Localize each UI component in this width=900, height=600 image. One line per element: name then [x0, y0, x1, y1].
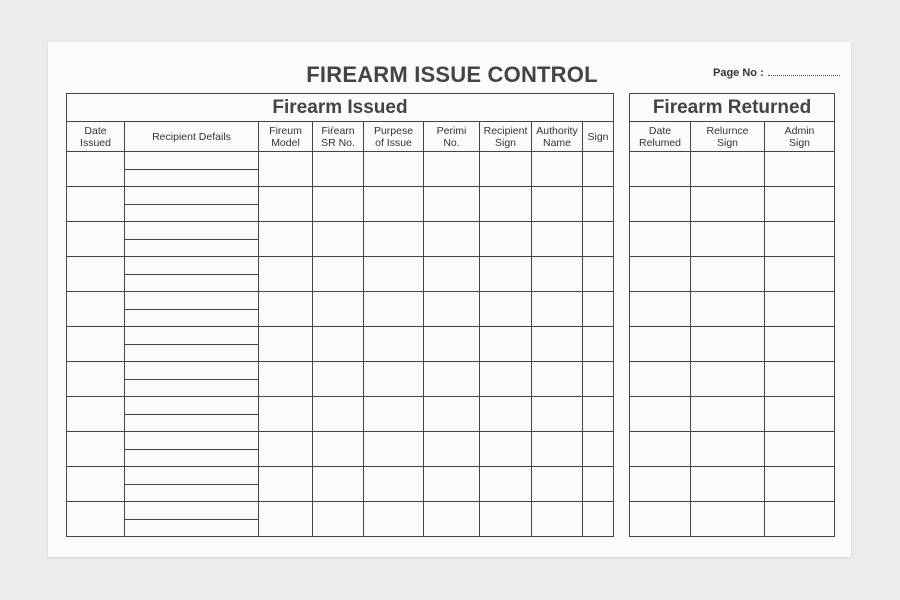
returned-entry-cell[interactable]	[765, 432, 835, 467]
issued-entry-row	[67, 502, 614, 537]
returned-entry-row	[630, 187, 835, 222]
issued-entry-row	[67, 292, 614, 327]
returned-entry-cell[interactable]	[630, 362, 691, 397]
returned-entry-cell[interactable]	[630, 222, 691, 257]
returned-entry-cell[interactable]	[765, 187, 835, 222]
returned-entry-row	[630, 502, 835, 537]
recipient-details-lines	[125, 467, 258, 501]
issued-entry-cell[interactable]	[480, 187, 532, 222]
form-sheet	[48, 42, 851, 557]
issued-entry-cell[interactable]	[313, 187, 364, 222]
issued-entry-cell[interactable]	[532, 152, 583, 187]
issued-entry-cell[interactable]	[364, 467, 424, 502]
issued-entry-cell[interactable]	[67, 362, 125, 397]
col-recipient-details: Recipient Defails	[125, 122, 259, 152]
recipient-line[interactable]	[125, 485, 258, 502]
issued-entry-row	[67, 327, 614, 362]
recipient-details-lines	[125, 257, 258, 291]
issued-entry-cell[interactable]	[313, 222, 364, 257]
recipient-details-cell[interactable]	[125, 152, 259, 187]
issued-entry-cell[interactable]	[67, 187, 125, 222]
recipient-line[interactable]	[125, 240, 258, 257]
recipient-line[interactable]	[125, 152, 258, 170]
returned-entry-cell[interactable]	[765, 502, 835, 537]
col-purpose-of-issue: Purpese of Issue	[364, 122, 424, 152]
issued-entry-cell[interactable]	[259, 152, 313, 187]
issued-entry-cell[interactable]	[480, 467, 532, 502]
returned-entry-cell[interactable]	[691, 327, 765, 362]
form-title: FIREARM ISSUE CONTROL	[306, 62, 598, 87]
returned-entry-cell[interactable]	[765, 362, 835, 397]
returned-entry-row	[630, 257, 835, 292]
recipient-details-cell[interactable]	[125, 502, 259, 537]
issued-entry-cell[interactable]	[259, 292, 313, 327]
recipient-details-cell[interactable]	[125, 187, 259, 222]
page-number-blank[interactable]	[768, 66, 840, 76]
col-date-issued: Date Issued	[67, 122, 125, 152]
recipient-line[interactable]	[125, 362, 258, 380]
recipient-details-cell[interactable]	[125, 467, 259, 502]
issued-entry-row	[67, 467, 614, 502]
returned-entry-cell[interactable]	[630, 502, 691, 537]
returned-entry-cell[interactable]	[691, 257, 765, 292]
returned-entry-cell[interactable]	[691, 187, 765, 222]
issued-entry-cell[interactable]	[583, 257, 614, 292]
issued-entry-cell[interactable]	[480, 152, 532, 187]
recipient-details-lines	[125, 432, 258, 466]
page-number-field[interactable]	[713, 66, 840, 79]
issued-entry-cell[interactable]	[424, 362, 480, 397]
issued-entry-cell[interactable]	[313, 257, 364, 292]
issued-entry-row	[67, 222, 614, 257]
issued-entry-cell[interactable]	[424, 292, 480, 327]
returned-entry-cell[interactable]	[630, 152, 691, 187]
returned-entry-cell[interactable]	[691, 432, 765, 467]
issued-column-headers	[67, 122, 614, 152]
recipient-line[interactable]	[125, 467, 258, 485]
recipient-details-lines	[125, 397, 258, 431]
issued-entry-cell[interactable]	[67, 222, 125, 257]
issued-entry-cell[interactable]	[313, 152, 364, 187]
issued-entry-cell[interactable]	[424, 257, 480, 292]
recipient-line[interactable]	[125, 345, 258, 362]
issued-entry-cell[interactable]	[424, 467, 480, 502]
issued-entry-cell[interactable]	[583, 397, 614, 432]
firearm-returned-table	[629, 93, 835, 537]
issued-entry-cell[interactable]	[424, 327, 480, 362]
issued-entry-cell[interactable]	[313, 362, 364, 397]
recipient-line[interactable]	[125, 187, 258, 205]
issued-entry-cell[interactable]	[480, 362, 532, 397]
issued-entry-cell[interactable]	[532, 222, 583, 257]
issued-entry-row	[67, 257, 614, 292]
firearm-returned-heading: Firearm Returned	[630, 94, 835, 122]
issued-entry-cell[interactable]	[67, 292, 125, 327]
returned-entry-cell[interactable]	[630, 327, 691, 362]
issued-entry-cell[interactable]	[424, 502, 480, 537]
returned-entry-cell[interactable]	[691, 292, 765, 327]
returned-entry-row	[630, 222, 835, 257]
issued-entry-cell[interactable]	[480, 502, 532, 537]
recipient-line[interactable]	[125, 520, 258, 537]
recipient-line[interactable]	[125, 450, 258, 467]
issued-entry-cell[interactable]	[364, 257, 424, 292]
recipient-details-lines	[125, 502, 258, 536]
issued-entry-cell[interactable]	[583, 152, 614, 187]
recipient-line[interactable]	[125, 205, 258, 222]
returned-entry-cell[interactable]	[691, 222, 765, 257]
issued-entry-cell[interactable]	[583, 362, 614, 397]
issued-entry-cell[interactable]	[313, 292, 364, 327]
issued-entry-cell[interactable]	[583, 187, 614, 222]
issued-entry-cell[interactable]	[532, 397, 583, 432]
recipient-line[interactable]	[125, 415, 258, 432]
issued-entry-cell[interactable]	[532, 327, 583, 362]
issued-entry-cell[interactable]	[583, 432, 614, 467]
issued-entry-cell[interactable]	[364, 187, 424, 222]
col-authority-name: Authority Name	[532, 122, 583, 152]
issued-entry-cell[interactable]	[424, 187, 480, 222]
col-returnee-sign: Relurnce Sign	[691, 122, 765, 152]
issued-entry-cell[interactable]	[313, 502, 364, 537]
issued-entry-cell[interactable]	[364, 432, 424, 467]
issued-entry-cell[interactable]	[259, 222, 313, 257]
issued-entry-cell[interactable]	[259, 432, 313, 467]
issued-entry-cell[interactable]	[424, 152, 480, 187]
issued-entry-cell[interactable]	[480, 292, 532, 327]
returned-entry-cell[interactable]	[691, 467, 765, 502]
recipient-line[interactable]	[125, 380, 258, 397]
returned-entry-row	[630, 467, 835, 502]
col-date-returned: Date Relumed	[630, 122, 691, 152]
issued-entry-cell[interactable]	[364, 397, 424, 432]
returned-entry-cell[interactable]	[765, 327, 835, 362]
returned-entry-row	[630, 362, 835, 397]
returned-entry-row	[630, 397, 835, 432]
returned-entry-cell[interactable]	[691, 152, 765, 187]
returned-entry-cell[interactable]	[691, 502, 765, 537]
recipient-details-lines	[125, 187, 258, 221]
recipient-details-lines	[125, 292, 258, 326]
returned-entry-cell[interactable]	[630, 292, 691, 327]
returned-entry-row	[630, 327, 835, 362]
issued-entry-cell[interactable]	[364, 327, 424, 362]
recipient-details-cell[interactable]	[125, 222, 259, 257]
returned-entry-cell[interactable]	[630, 432, 691, 467]
recipient-details-lines	[125, 222, 258, 256]
issued-entry-cell[interactable]	[532, 502, 583, 537]
col-admin-sign: Admin Sign	[765, 122, 835, 152]
issued-entry-cell[interactable]	[259, 327, 313, 362]
issued-entry-cell[interactable]	[583, 502, 614, 537]
recipient-details-lines	[125, 362, 258, 396]
returned-entry-cell[interactable]	[765, 222, 835, 257]
issued-entry-cell[interactable]	[67, 397, 125, 432]
page-number-label: Page No :	[713, 67, 764, 79]
recipient-line[interactable]	[125, 170, 258, 187]
issued-entry-cell[interactable]	[424, 397, 480, 432]
returned-entry-row	[630, 152, 835, 187]
issued-entry-cell[interactable]	[583, 327, 614, 362]
issued-entry-cell[interactable]	[532, 292, 583, 327]
issued-entry-cell[interactable]	[67, 327, 125, 362]
issued-entry-cell[interactable]	[67, 257, 125, 292]
col-sign: Sign	[583, 122, 614, 152]
recipient-line[interactable]	[125, 310, 258, 327]
issued-entry-cell[interactable]	[259, 502, 313, 537]
returned-entry-cell[interactable]	[765, 292, 835, 327]
issued-entry-row	[67, 397, 614, 432]
returned-column-headers	[630, 122, 835, 152]
returned-entry-cell[interactable]	[630, 397, 691, 432]
recipient-line[interactable]	[125, 292, 258, 310]
returned-entry-row	[630, 432, 835, 467]
issued-entry-cell[interactable]	[480, 397, 532, 432]
issued-entry-cell[interactable]	[480, 257, 532, 292]
issued-entry-cell[interactable]	[313, 327, 364, 362]
issued-entry-cell[interactable]	[259, 257, 313, 292]
issued-entry-cell[interactable]	[532, 257, 583, 292]
col-recipient-sign: Recipient Sign	[480, 122, 532, 152]
returned-entry-cell[interactable]	[630, 467, 691, 502]
recipient-details-cell[interactable]	[125, 257, 259, 292]
issued-entry-row	[67, 362, 614, 397]
returned-entry-cell[interactable]	[691, 362, 765, 397]
col-permit-no: Perimi No.	[424, 122, 480, 152]
issued-entry-row	[67, 152, 614, 187]
issued-entry-cell[interactable]	[532, 362, 583, 397]
recipient-details-cell[interactable]	[125, 397, 259, 432]
recipient-details-cell[interactable]	[125, 327, 259, 362]
issued-entry-cell[interactable]	[313, 467, 364, 502]
recipient-details-cell[interactable]	[125, 292, 259, 327]
issued-entry-cell[interactable]	[424, 432, 480, 467]
issued-entry-cell[interactable]	[364, 292, 424, 327]
issued-entry-cell[interactable]	[259, 187, 313, 222]
issued-entry-cell[interactable]	[532, 432, 583, 467]
issued-entry-row	[67, 432, 614, 467]
returned-entry-cell[interactable]	[765, 467, 835, 502]
issued-entry-cell[interactable]	[67, 502, 125, 537]
col-firearm-model: Fireum Model	[259, 122, 313, 152]
issued-entry-cell[interactable]	[364, 152, 424, 187]
recipient-line[interactable]	[125, 397, 258, 415]
recipient-details-cell[interactable]	[125, 362, 259, 397]
issued-entry-cell[interactable]	[532, 187, 583, 222]
issued-entry-cell[interactable]	[424, 222, 480, 257]
recipient-line[interactable]	[125, 502, 258, 520]
recipient-line[interactable]	[125, 222, 258, 240]
issued-entry-cell[interactable]	[259, 362, 313, 397]
issued-entry-cell[interactable]	[67, 152, 125, 187]
issued-entry-cell[interactable]	[313, 432, 364, 467]
issued-entry-cell[interactable]	[583, 292, 614, 327]
issued-entry-cell[interactable]	[364, 222, 424, 257]
recipient-details-lines	[125, 152, 258, 186]
returned-entry-cell[interactable]	[765, 397, 835, 432]
recipient-line[interactable]	[125, 257, 258, 275]
issued-entry-cell[interactable]	[364, 502, 424, 537]
issued-entry-cell[interactable]	[364, 362, 424, 397]
recipient-line[interactable]	[125, 432, 258, 450]
issued-entry-cell[interactable]	[532, 467, 583, 502]
issued-entry-cell[interactable]	[313, 397, 364, 432]
recipient-line[interactable]	[125, 275, 258, 292]
firearm-issued-heading: Firearm Issued	[67, 94, 614, 122]
issued-entry-cell[interactable]	[583, 222, 614, 257]
firearm-issued-table	[66, 93, 614, 537]
returned-entry-cell[interactable]	[630, 257, 691, 292]
returned-entry-cell[interactable]	[765, 257, 835, 292]
issued-entry-cell[interactable]	[480, 222, 532, 257]
issued-entry-cell[interactable]	[259, 467, 313, 502]
issued-entry-cell[interactable]	[480, 432, 532, 467]
recipient-details-lines	[125, 327, 258, 361]
col-firearm-sr-no: Fiŕearn SR No.	[313, 122, 364, 152]
issued-entry-cell[interactable]	[67, 432, 125, 467]
issued-entry-cell[interactable]	[67, 467, 125, 502]
returned-entry-cell[interactable]	[630, 187, 691, 222]
issued-entry-cell[interactable]	[259, 397, 313, 432]
recipient-details-cell[interactable]	[125, 432, 259, 467]
issued-entry-cell[interactable]	[480, 327, 532, 362]
recipient-line[interactable]	[125, 327, 258, 345]
returned-entry-cell[interactable]	[691, 397, 765, 432]
issued-entry-cell[interactable]	[583, 467, 614, 502]
returned-entry-cell[interactable]	[765, 152, 835, 187]
issued-entry-row	[67, 187, 614, 222]
returned-entry-row	[630, 292, 835, 327]
